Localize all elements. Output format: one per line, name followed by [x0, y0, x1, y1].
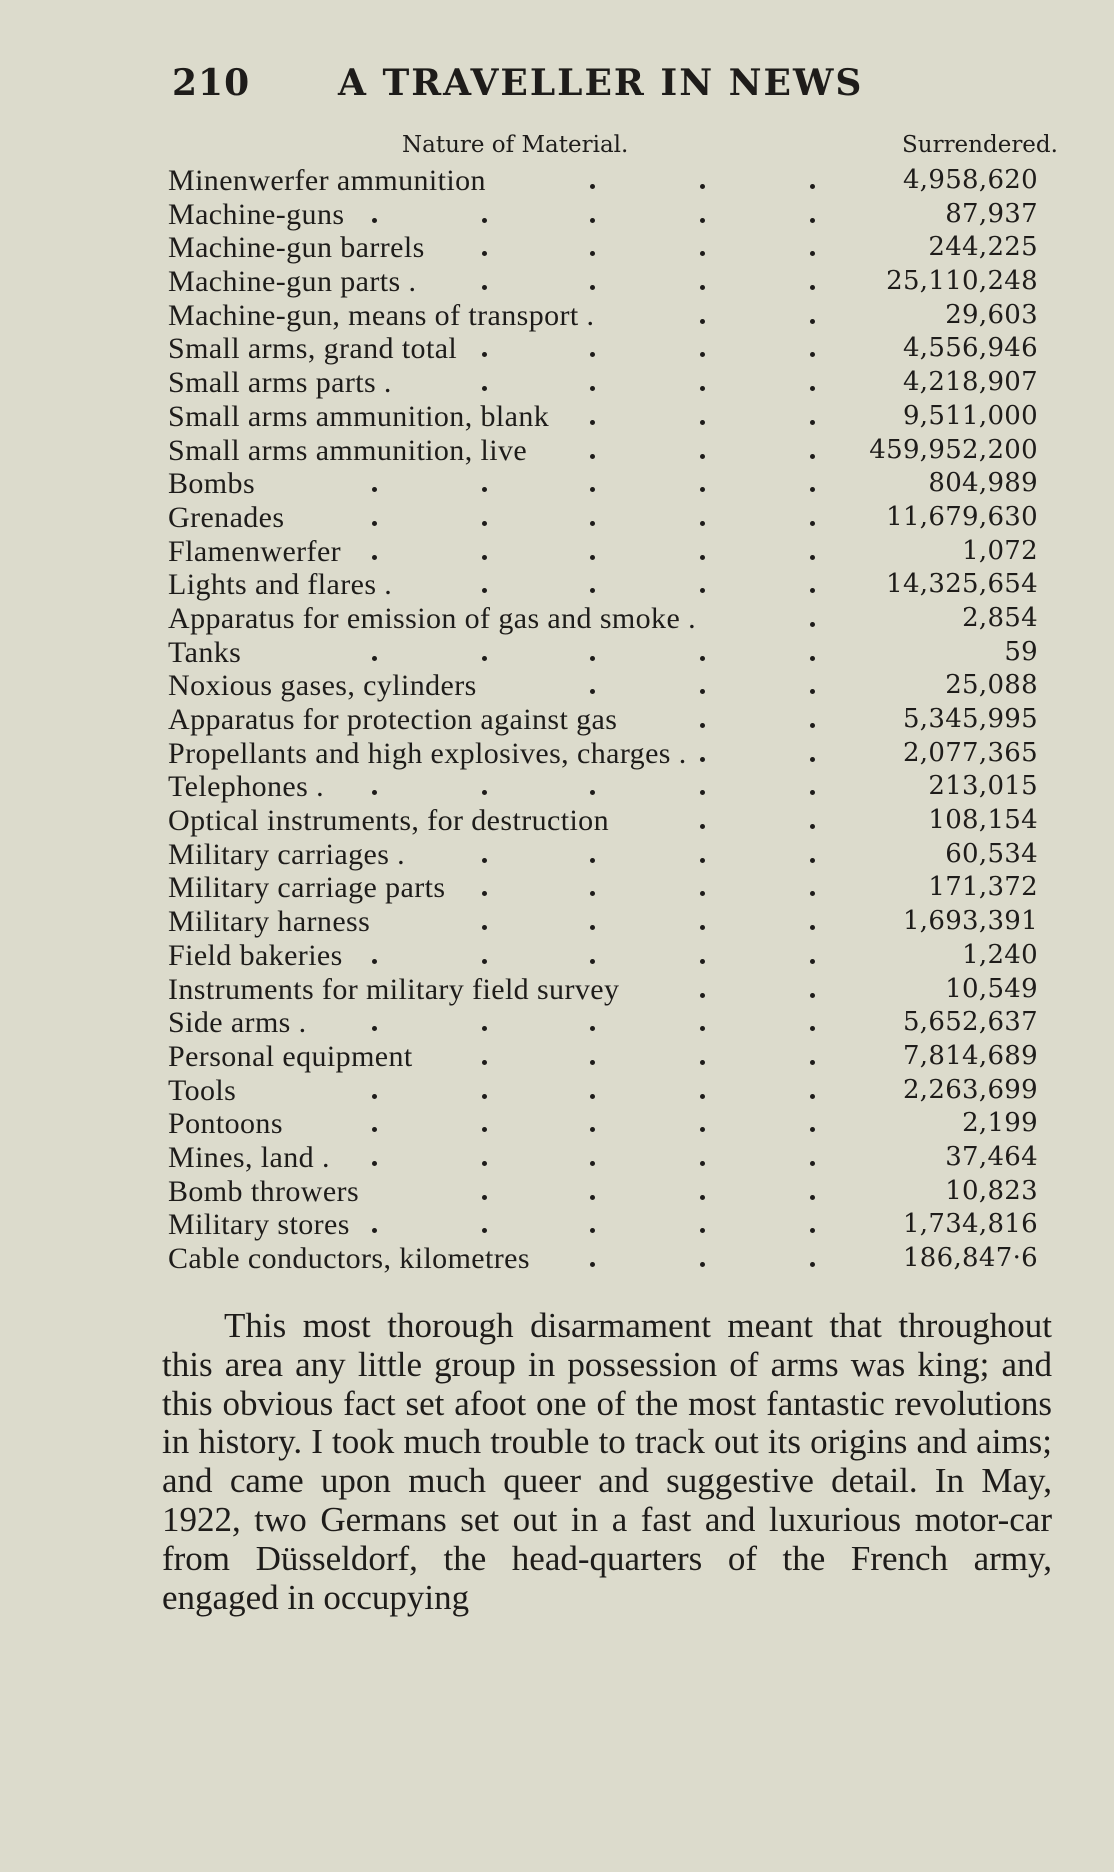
page-number: 210 — [172, 62, 251, 104]
table-row — [162, 973, 1042, 1007]
material-name: Machine-gun barrels — [168, 231, 425, 265]
table-row — [162, 1175, 1042, 1209]
table-row — [162, 501, 1042, 535]
table-row — [162, 299, 1042, 333]
table-row — [162, 770, 1042, 804]
surrendered-value: 87,937 — [945, 198, 1038, 229]
material-name: Bomb throwers — [168, 1174, 360, 1208]
material-name: Minenwerfer ammunition — [168, 164, 486, 197]
dot-leader — [162, 871, 822, 904]
body-text — [162, 1307, 1052, 1617]
dot-leader — [162, 467, 822, 500]
table-row — [162, 602, 1042, 636]
surrendered-value: 9,511,000 — [902, 400, 1038, 431]
dot-leader — [162, 299, 822, 332]
dot-leader — [162, 366, 822, 399]
dot-leader — [162, 973, 822, 1006]
material-name: Pontoons — [168, 1107, 283, 1141]
material-name: Mines, land . — [168, 1140, 330, 1174]
body-paragraph: This most thorough disarmament meant that throughout this area any little group in possession of arms was king; and this obvious fact set afoot one of the most fantastic revolutions in history. I took much trouble to track out its origins and aims; and came upon much queer and suggestive detail. In May, 1922, two Germans set out in a fast and luxurious motor-car from Düsseldorf, the head-quarters of the French army, engaged in occupying — [162, 1306, 1052, 1617]
dot-leader — [162, 939, 822, 972]
dot-leader — [162, 636, 822, 669]
table-row — [162, 939, 1042, 973]
table-row — [162, 1006, 1042, 1040]
table-row — [162, 568, 1042, 602]
dot-leader — [162, 164, 822, 197]
material-name: Flamenwerfer — [168, 534, 342, 568]
material-name: Noxious gases, cylinders — [168, 669, 477, 703]
material-name: Military harness — [168, 905, 371, 939]
table-row — [162, 265, 1042, 299]
dot-leader — [162, 568, 822, 601]
material-name: Bombs — [168, 467, 256, 501]
material-name: Small arms ammunition, blank — [168, 399, 550, 433]
page-header — [172, 62, 912, 108]
table-row — [162, 703, 1042, 737]
material-name: Instruments for military field survey — [168, 972, 620, 1006]
table-row — [162, 198, 1042, 232]
surrendered-value: 4,556,946 — [902, 333, 1038, 364]
surrendered-value: 171,372 — [928, 872, 1038, 903]
material-name: Machine-gun parts . — [168, 265, 417, 299]
table-row — [162, 838, 1042, 872]
dot-leader — [162, 905, 822, 938]
table-row — [162, 804, 1042, 838]
dot-leader — [162, 737, 822, 770]
table-row — [162, 1107, 1042, 1141]
material-name: Optical instruments, for destruction — [168, 804, 609, 838]
column-header-surrendered: Surrendered. — [902, 132, 1058, 158]
running-title: A TRAVELLER IN NEWS — [338, 62, 864, 104]
material-name: Propellants and high explosives, charges . — [168, 736, 687, 770]
surrendered-value: 459,952,200 — [869, 434, 1038, 465]
dot-leader — [162, 1141, 822, 1174]
dot-leader — [162, 231, 822, 264]
table-row — [162, 1074, 1042, 1108]
table-row — [162, 434, 1042, 468]
material-name: Side arms . — [168, 1006, 307, 1040]
surrendered-value: 244,225 — [928, 232, 1038, 263]
surrendered-value: 804,989 — [928, 468, 1038, 499]
dot-leader — [162, 1074, 822, 1107]
material-name: Apparatus for protection against gas — [168, 703, 618, 736]
dot-leader — [162, 198, 822, 231]
dot-leader — [162, 770, 822, 803]
material-name: Military carriages . — [168, 837, 406, 871]
surrendered-value: 4,958,620 — [902, 165, 1038, 195]
material-name: Small arms, grand total — [168, 332, 458, 366]
material-name: Machine-gun, means of transport . — [168, 298, 595, 332]
dot-leader — [162, 434, 822, 467]
dot-leader — [162, 1242, 822, 1275]
table-row — [162, 366, 1042, 400]
table-row — [162, 164, 1042, 198]
dot-leader — [162, 535, 822, 568]
table-row — [162, 636, 1042, 670]
table-row — [162, 1208, 1042, 1242]
table-row — [162, 737, 1042, 771]
dot-leader — [162, 265, 822, 298]
dot-leader — [162, 400, 822, 433]
material-name: Small arms ammunition, live — [168, 433, 528, 467]
surrendered-value: 1,072 — [962, 535, 1038, 566]
surrendered-value: 25,088 — [945, 670, 1038, 701]
table-row — [162, 332, 1042, 366]
surrendered-value: 186,847·6 — [902, 1243, 1038, 1273]
surrendered-value: 10,823 — [945, 1175, 1038, 1206]
surrendered-value: 1,734,816 — [902, 1209, 1038, 1240]
table-row — [162, 1141, 1042, 1175]
dot-leader — [162, 669, 822, 702]
material-name: Lights and flares . — [168, 568, 393, 602]
table-row — [162, 1040, 1042, 1074]
dot-leader — [162, 703, 822, 736]
materials-table — [162, 164, 1042, 1276]
material-name: Tools — [168, 1073, 237, 1107]
table-row — [162, 535, 1042, 569]
dot-leader — [162, 332, 822, 365]
dot-leader — [162, 1208, 822, 1241]
surrendered-value: 10,549 — [945, 973, 1038, 1004]
surrendered-value: 5,345,995 — [902, 704, 1038, 734]
surrendered-value: 213,015 — [928, 771, 1038, 802]
table-row — [162, 871, 1042, 905]
material-name: Cable conductors, kilometres — [168, 1242, 530, 1275]
surrendered-value: 2,854 — [962, 602, 1038, 633]
surrendered-value: 14,325,654 — [886, 569, 1038, 600]
material-name: Grenades — [168, 500, 285, 534]
dot-leader — [162, 1040, 822, 1073]
surrendered-value: 25,110,248 — [886, 266, 1038, 297]
surrendered-value: 2,199 — [962, 1108, 1038, 1139]
material-name: Military carriage parts — [168, 871, 446, 905]
table-row — [162, 231, 1042, 265]
dot-leader — [162, 1175, 822, 1208]
surrendered-value: 108,154 — [928, 805, 1038, 836]
surrendered-value: 37,464 — [945, 1141, 1038, 1172]
column-header-material: Nature of Material. — [402, 132, 629, 158]
surrendered-value: 2,263,699 — [902, 1074, 1038, 1105]
material-name: Personal equipment — [168, 1039, 413, 1073]
table-row — [162, 467, 1042, 501]
dot-leader — [162, 1006, 822, 1039]
surrendered-value: 1,240 — [962, 939, 1038, 970]
surrendered-value: 2,077,365 — [902, 737, 1038, 768]
surrendered-value: 5,652,637 — [902, 1007, 1038, 1038]
table-row — [162, 669, 1042, 703]
table-row — [162, 400, 1042, 434]
material-name: Machine-guns — [168, 197, 345, 231]
material-name: Field bakeries — [168, 938, 343, 972]
material-name: Tanks — [168, 635, 242, 669]
material-name: Apparatus for emission of gas and smoke . — [168, 601, 696, 635]
surrendered-value: 29,603 — [945, 299, 1038, 330]
dot-leader — [162, 501, 822, 534]
dot-leader — [162, 602, 822, 635]
surrendered-value: 7,814,689 — [902, 1040, 1038, 1071]
dot-leader — [162, 804, 822, 837]
surrendered-value: 11,679,630 — [886, 501, 1038, 532]
material-name: Military stores — [168, 1208, 350, 1242]
dot-leader — [162, 1107, 822, 1140]
surrendered-value: 59 — [1004, 636, 1038, 667]
dot-leader — [162, 838, 822, 871]
material-name: Small arms parts . — [168, 366, 392, 400]
material-name: Telephones . — [168, 770, 324, 804]
surrendered-value: 4,218,907 — [902, 367, 1038, 398]
surrendered-value: 60,534 — [945, 838, 1038, 869]
table-row — [162, 1242, 1042, 1276]
surrendered-value: 1,693,391 — [902, 906, 1038, 937]
table-row — [162, 905, 1042, 939]
